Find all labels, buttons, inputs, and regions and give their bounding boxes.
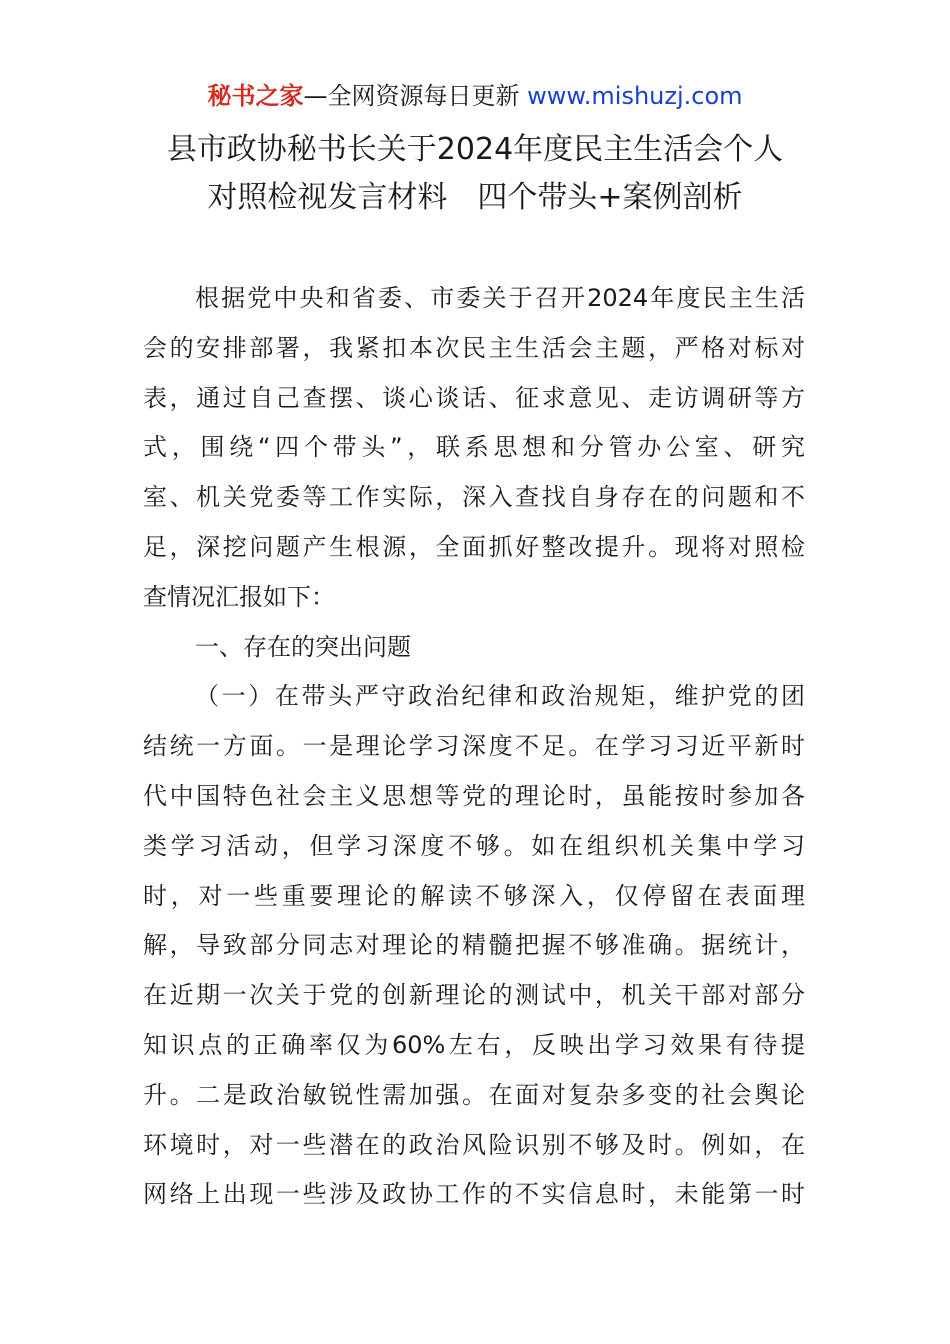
site-url-link[interactable]: www.mishuzj.com [527, 82, 743, 110]
document-body [143, 274, 805, 1220]
body-line: 代中国特色社会主义思想等党的理论时，虽能按时参加各 [143, 781, 805, 810]
body-line: 环境时，对一些潜在的政治风险识别不够及时。例如，在 [143, 1130, 805, 1159]
body-line: 式，围绕“四个带头”，联系思想和分管办公室、研究 [143, 433, 805, 462]
body-line: 结统一方面。一是理论学习深度不足。在学习习近平新时 [143, 732, 805, 761]
body-line: 会的安排部署，我紧扣本次民主生活会主题，严格对标对 [143, 333, 805, 362]
body-line: 网络上出现一些涉及政协工作的不实信息时，未能第一时 [143, 1180, 805, 1209]
body-line: 在近期一次关于党的创新理论的测试中，机关干部对部分 [143, 981, 805, 1010]
site-brand: 秘书之家 [207, 82, 304, 110]
site-header [0, 80, 950, 112]
body-line: 表，通过自己查摆、谈心谈话、征求意见、走访调研等方 [143, 383, 805, 412]
body-line: 室、机关党委等工作实际，深入查找自身存在的问题和不 [143, 483, 805, 512]
body-line: 知识点的正确率仅为60%左右，反映出学习效果有待提 [143, 1030, 805, 1059]
body-line: 查情况汇报如下： [143, 582, 335, 611]
title-line-1: 县市政协秘书长关于2024年度民主生活会个人 [166, 132, 784, 167]
body-line: 类学习活动，但学习深度不够。如在组织机关集中学习 [143, 831, 805, 860]
body-line: 时，对一些重要理论的解读不够深入，仅停留在表面理 [143, 881, 805, 910]
body-line: （一）在带头严守政治纪律和政治规矩，维护党的团 [195, 682, 805, 711]
document-title [0, 126, 950, 222]
body-line: 根据党中央和省委、市委关于召开2024年度民主生活 [195, 284, 805, 312]
section-heading: 一、存在的突出问题 [195, 632, 411, 661]
body-line: 足，深挖问题产生根源，全面抓好整改提升。现将对照检 [143, 532, 805, 561]
body-line: 升。二是政治敏锐性需加强。在面对复杂多变的社会舆论 [143, 1080, 805, 1109]
site-tagline: —全网资源每日更新 [303, 82, 520, 110]
body-line: 解，导致部分同志对理论的精髓把握不够准确。据统计， [143, 931, 805, 960]
title-line-2: 对照检视发言材料 四个带头+案例剖析 [207, 180, 743, 215]
